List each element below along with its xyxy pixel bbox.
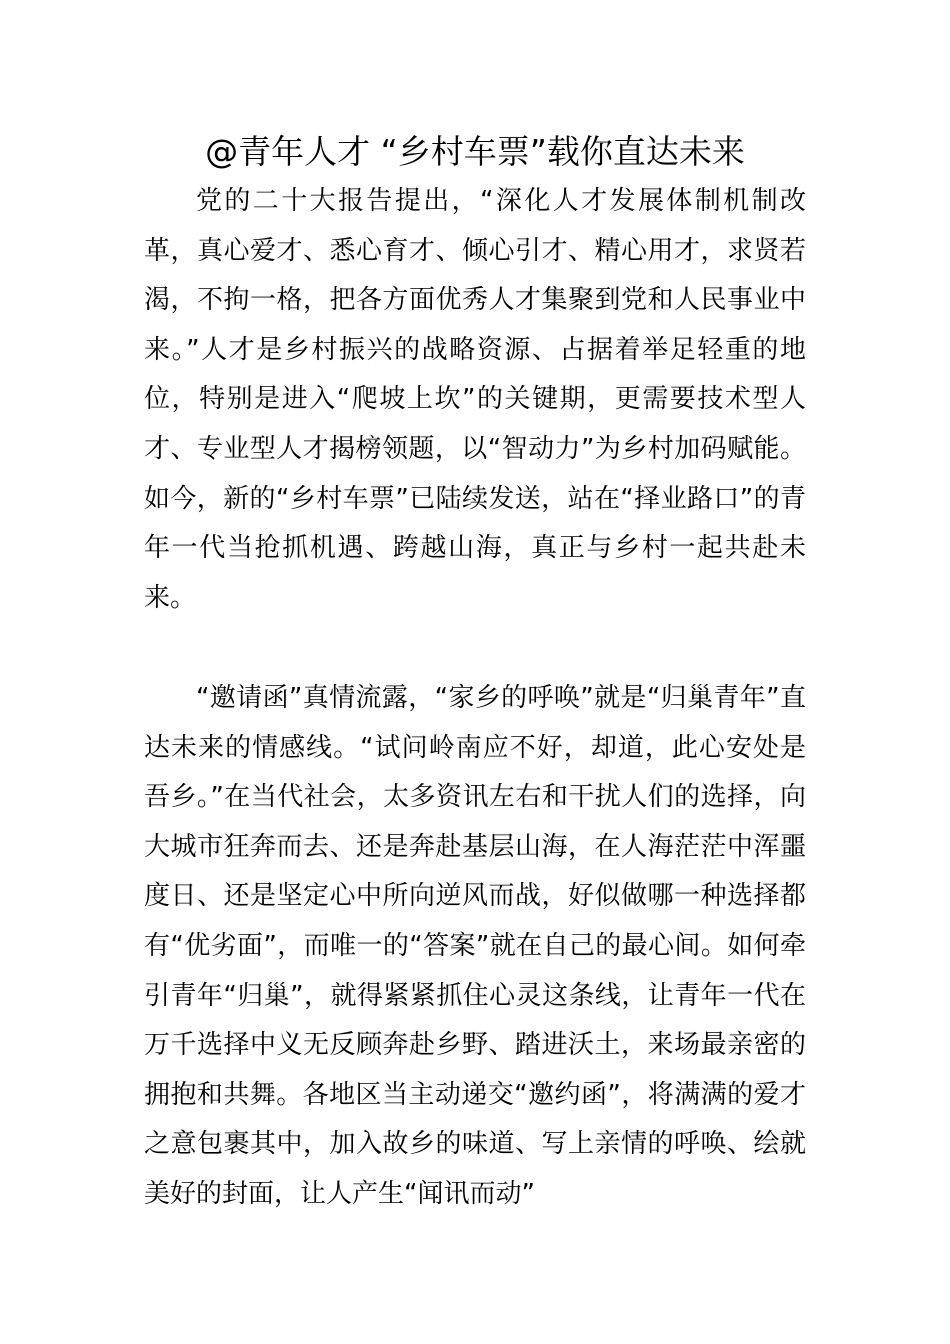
paragraph-2: “邀请函”真情流露，“家乡的呼唤”就是“归巢青年”直达未来的情感线。“试问岭南应不好，却道，此心安处是吾乡。”在当代社会，太多资讯左右和干扰人们的选择，向大城市狂奔而去、还是奔赴基层山海，在人海茫茫中浑噩度日、还是坚定心中所向逆风而战，好似做哪一种选择都有“优劣面”，而唯一的“答案”就在自己的最心间。如何牵引青年“归巢”，就得紧紧抓住心灵这条线，让青年一代在万千选择中义无反顾奔赴乡野、踏进沃土，来场最亲密的拥抱和共舞。各地区当主动递交“邀约函”，将满满的爱才之意包裹其中，加入故乡的味道、写上亲情的呼唤、绘就美好的封面，让人产生“闻讯而动” <box>144 683 806 1209</box>
document-title: @青年人才 “乡村车票”载你直达未来 <box>205 132 745 171</box>
paragraph-1: 党的二十大报告提出，“深化人才发展体制机制改革，真心爱才、悉心育才、倾心引才、精心用才，求贤若渴，不拘一格，把各方面优秀人才集聚到党和人民事业中来。”人才是乡村振兴的战略资源、占据着举足轻重的地位，特别是进入“爬坡上坎”的关键期，更需要技术型人才、专业型人才揭榜领题，以“智动力”为乡村加码赋能。如今，新的“乡村车票”已陆续发送，站在“择业路口”的青年一代当抢抓机遇、跨越山海，真正与乡村一起共赴未来。 <box>144 186 806 613</box>
